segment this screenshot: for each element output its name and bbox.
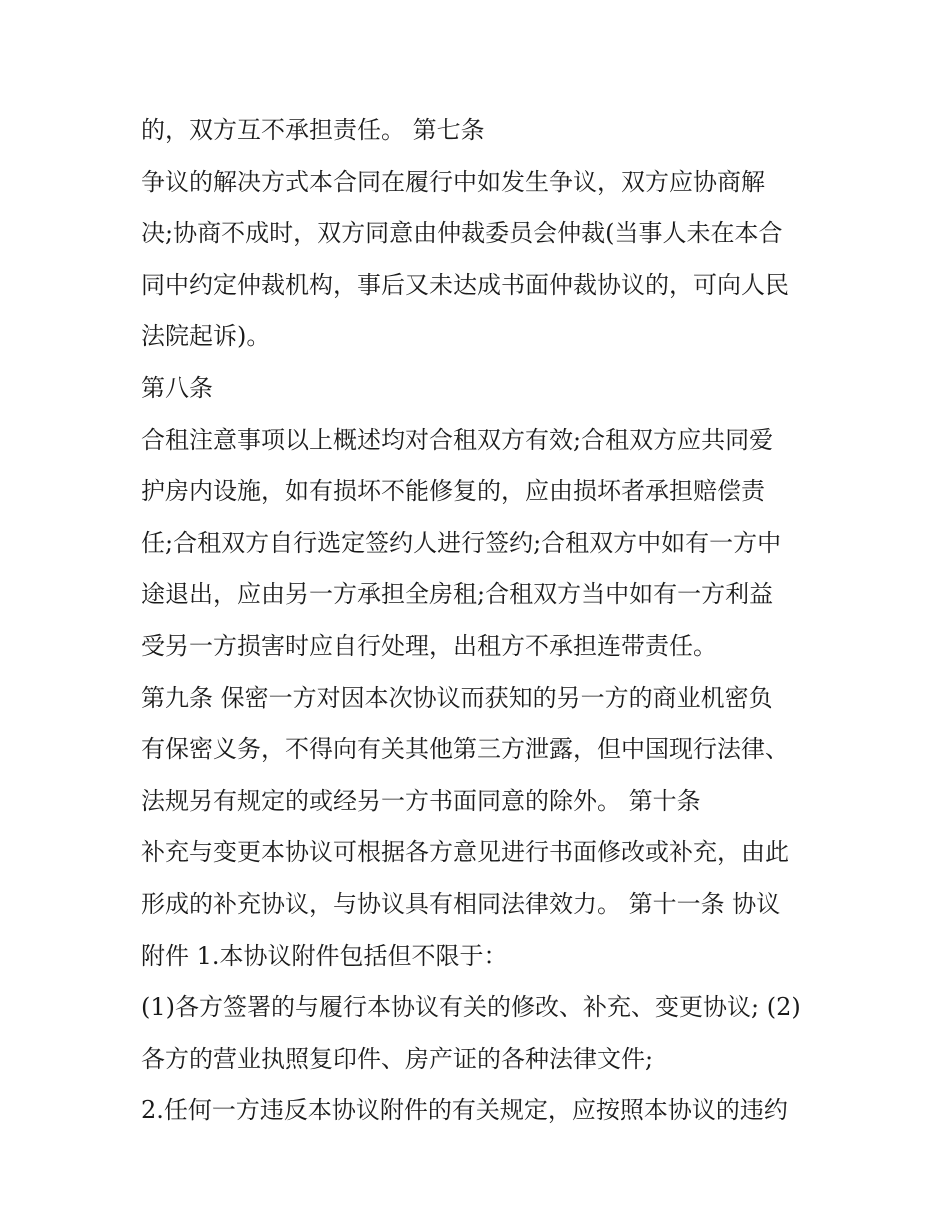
text-line: 受另一方损害时应自行处理，出租方不承担连带责任。 — [141, 631, 717, 660]
document-body — [141, 108, 841, 1140]
text-line: 争议的解决方式本合同在履行中如发生争议，双方应协商解 — [141, 167, 765, 196]
text-line: 有保密义务，不得向有关其他第三方泄露，但中国现行法律、 — [141, 735, 789, 764]
text-line: 途退出，应由另一方承担全房租;合租双方当中如有一方利益 — [141, 580, 774, 609]
text-line: (1)各方签署的与履行本协议有关的修改、补充、变更协议; (2) — [141, 993, 801, 1022]
text-line: 补充与变更本协议可根据各方意见进行书面修改或补充，由此 — [141, 838, 789, 867]
text-line: 附件 1.本协议附件包括但不限于： — [141, 941, 508, 970]
text-line: 护房内设施，如有损坏不能修复的，应由损坏者承担赔偿责 — [141, 477, 765, 506]
text-line: 第八条 — [141, 373, 213, 402]
text-line: 法规另有规定的或经另一方书面同意的除外。 第十条 — [141, 786, 701, 815]
text-line: 决;协商不成时，双方同意由仲裁委员会仲裁(当事人未在本合 — [141, 219, 783, 248]
text-line: 的，双方互不承担责任。 第七条 — [141, 116, 485, 144]
text-line: 形成的补充协议，与协议具有相同法律效力。 第十一条 协议 — [141, 889, 781, 918]
text-line: 任;合租双方自行选定签约人进行签约;合租双方中如有一方中 — [141, 528, 782, 557]
text-line: 2.任何一方违反本协议附件的有关规定，应按照本协议的违约 — [141, 1096, 788, 1125]
text-line: 合租注意事项以上概述均对合租双方有效;合租双方应共同爱 — [141, 425, 774, 454]
text-line: 第九条 保密一方对因本次协议而获知的另一方的商业机密负 — [141, 683, 773, 712]
text-line: 法院起诉)。 — [141, 322, 271, 351]
text-line: 同中约定仲裁机构，事后又未达成书面仲裁协议的，可向人民 — [141, 270, 789, 299]
text-line: 各方的营业执照复印件、房产证的各种法律文件; — [141, 1044, 654, 1073]
